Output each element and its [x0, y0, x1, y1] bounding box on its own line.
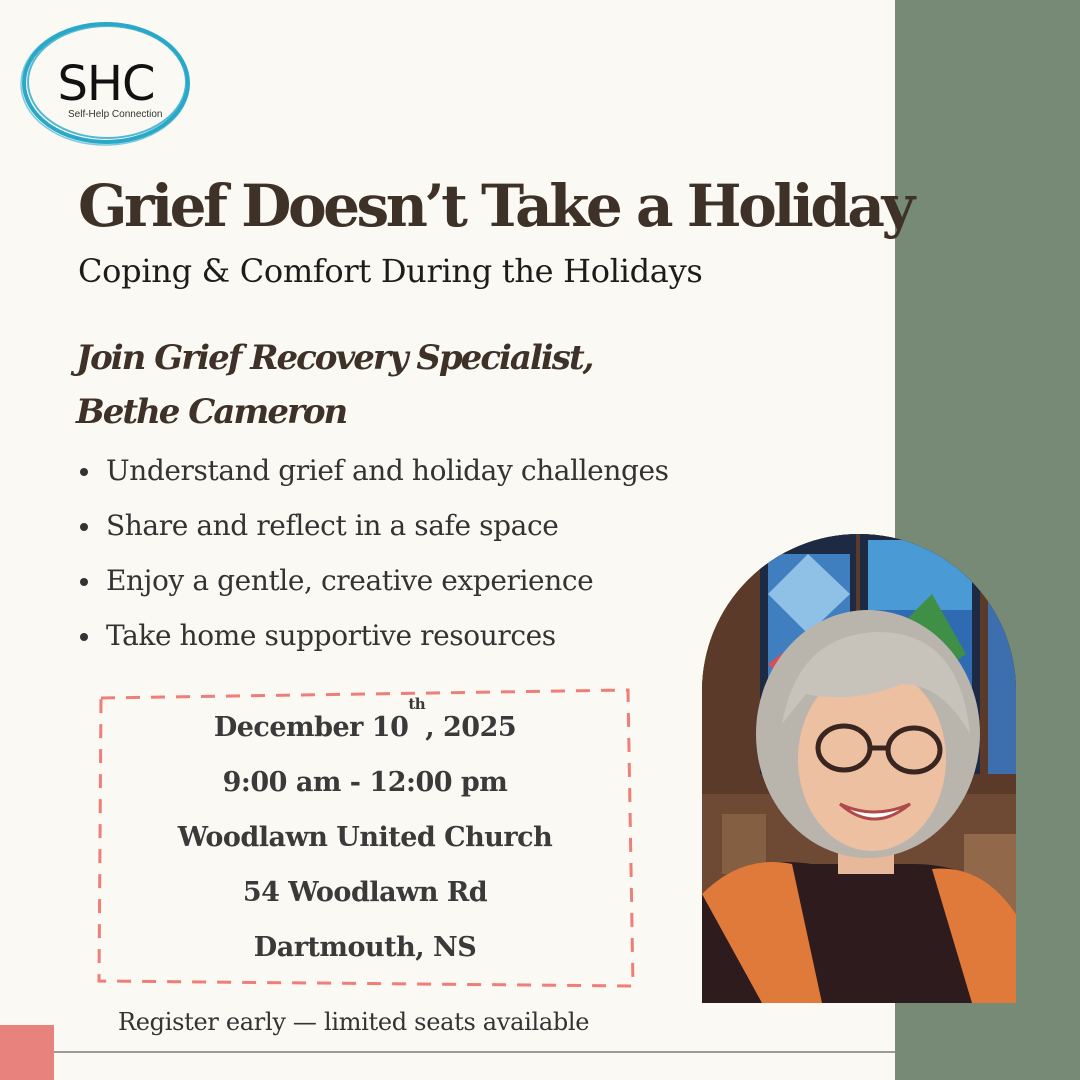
event-address: 54 Woodlawn Rd [242, 877, 488, 908]
bullet-dot-icon [80, 578, 88, 586]
page-subtitle: Coping & Comfort During the Holidays [78, 252, 703, 290]
speaker-intro: Join Grief Recovery Specialist, [76, 338, 593, 378]
register-note: Register early — limited seats available [118, 1008, 590, 1036]
list-item [78, 446, 669, 501]
list-item-text: Take home supportive resources [106, 619, 556, 652]
event-venue: Woodlawn United Church [177, 822, 553, 853]
event-city: Dartmouth, NS [253, 932, 477, 963]
logo-subtitle: Self-Help Connection [68, 109, 163, 120]
list-item-text: Enjoy a gentle, creative experience [106, 564, 594, 597]
speaker-photo-illustration [702, 534, 1016, 1003]
speaker-name: Bethe Cameron [76, 392, 347, 432]
logo-mark: SHC [57, 56, 155, 112]
list-item [78, 501, 669, 556]
pink-corner-accent [0, 1025, 54, 1080]
list-item-text: Share and reflect in a safe space [106, 509, 559, 542]
page-title: Grief Doesn’t Take a Holiday [78, 172, 912, 240]
list-item-text: Understand grief and holiday challenges [106, 454, 669, 487]
bullet-dot-icon [80, 633, 88, 641]
list-item [78, 556, 669, 611]
speaker-photo [702, 534, 1016, 1003]
shc-logo [20, 18, 192, 148]
list-item [78, 611, 669, 666]
event-time: 9:00 am - 12:00 pm [222, 767, 508, 798]
bullet-dot-icon [80, 523, 88, 531]
event-date: December 10th, 2025 [213, 695, 517, 743]
benefits-list [78, 446, 669, 666]
bottom-divider [54, 1051, 895, 1053]
bullet-dot-icon [80, 468, 88, 476]
